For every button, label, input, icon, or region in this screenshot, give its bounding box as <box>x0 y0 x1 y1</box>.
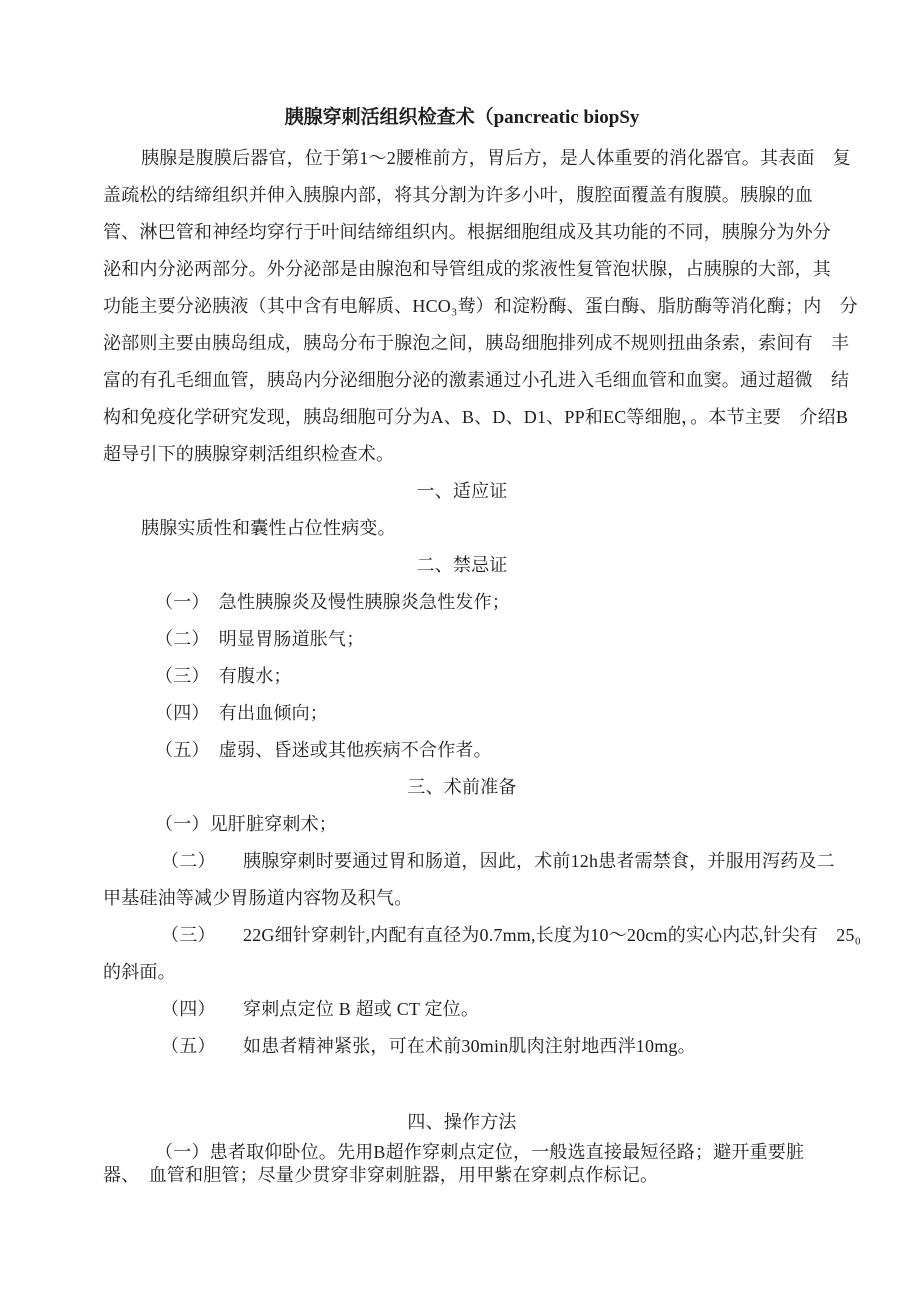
document-title: 胰腺穿刺活组织检查术（pancreatic biopSy <box>284 107 640 128</box>
intro-line: 盖疏松的结缔组织并伸入胰腺内部，将其分割为许多小叶，腹腔面覆盖有腹膜。胰腺的血 <box>103 185 813 205</box>
document-content <box>103 96 862 1187</box>
procedure-line: 器、 血管和胆管；尽量少贯穿非穿刺脏器，用甲紫在穿刺点作标记。 <box>103 1165 659 1185</box>
contraindication-item: （一） 急性胰腺炎及慢性胰腺炎急性发作； <box>155 592 510 612</box>
procedure-line: （一）患者取仰卧位。先用B超作穿刺点定位，一般选直接最短径路；避开重要脏 <box>155 1142 805 1162</box>
preparation-item: （四） 穿刺点定位 B 超或 CT 定位。 <box>161 999 480 1019</box>
contraindication-item: （四） 有出血倾向； <box>155 703 328 723</box>
intro-line: 富的有孔毛细血管，胰岛内分泌细胞分泌的激素通过小孔进入毛细血管和血窦。通过超微 结 <box>103 370 850 390</box>
intro-line: 管、淋巴管和神经均穿行于叶间结缔组织内。根据细胞组成及其功能的不同，胰腺分为外分 <box>103 222 831 242</box>
preparation-item: （三） 22G细针穿刺针,内配有直径为0.7mm,长度为10～20cm的实心内芯,针尖有 25₀ <box>161 925 862 945</box>
preparation-item: （二） 胰腺穿刺时要通过胃和肠道，因此，术前12h患者需禁食，并服用泻药及二 <box>161 851 835 871</box>
section-heading-procedure: 四、操作方法 <box>407 1112 517 1132</box>
intro-line: 泌和内分泌两部分。外分泌部是由腺泡和导管组成的浆液性复管泡状腺，占胰腺的大部，其 <box>103 259 831 279</box>
indication-text: 胰腺实质性和囊性占位性病变。 <box>141 518 396 538</box>
preparation-item: （一）见肝脏穿刺术； <box>155 814 337 834</box>
section-heading-contraindications: 二、禁忌证 <box>416 555 508 575</box>
preparation-item: （五） 如患者精神紧张，可在术前30min肌肉注射地西泮10mg。 <box>161 1036 696 1056</box>
preparation-line: 的斜面。 <box>103 962 176 982</box>
contraindication-item: （二） 明显胃肠道胀气； <box>155 629 365 649</box>
section-heading-preparation: 三、术前准备 <box>407 777 517 797</box>
intro-line: 构和免疫化学研究发现，胰岛细胞可分为A、B、D、D1、PP和EC等细胞，。本节主要 介绍B <box>103 407 849 427</box>
intro-line: 胰腺是腹膜后器官，位于第1～2腰椎前方，胃后方，是人体重要的消化器官。其表面 复 <box>141 148 851 168</box>
intro-line: 超导引下的胰腺穿刺活组织检查术。 <box>103 444 395 464</box>
intro-line: 泌部则主要由胰岛组成，胰岛分布于腺泡之间，胰岛细胞排列成不规则扭曲条索，索间有 丰 <box>103 333 850 353</box>
intro-line: 功能主要分泌胰液（其中含有电解质、HCO₃鸯）和淀粉酶、蛋白酶、脂肪酶等消化酶；内 分 <box>103 296 858 316</box>
section-heading-indications: 一、适应证 <box>416 481 508 501</box>
contraindication-item: （三） 有腹水； <box>155 666 292 686</box>
contraindication-item: （五） 虚弱、昏迷或其他疾病不合作者。 <box>155 740 492 760</box>
preparation-line: 甲基硅油等减少胃肠道内容物及积气。 <box>103 888 413 908</box>
